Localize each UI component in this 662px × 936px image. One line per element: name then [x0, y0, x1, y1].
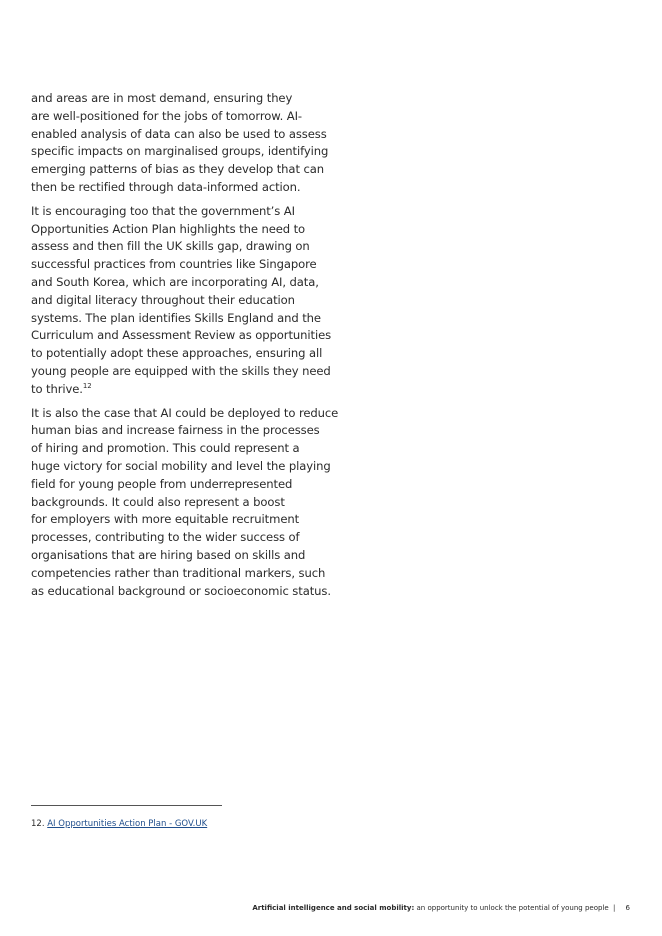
text-line: of hiring and promotion. This could represent a [31, 441, 300, 456]
page-footer [252, 904, 630, 912]
text-line: systems. The plan identifies Skills England and the [31, 310, 321, 325]
text-line: field for young people from underrepresented [31, 476, 293, 491]
footnote-number: 12. [31, 819, 45, 829]
text-line: for employers with more equitable recruitment [31, 512, 300, 527]
text-line: are well-positioned for the jobs of tomorrow. AI- [31, 108, 302, 123]
paragraph-2 [31, 203, 336, 399]
text-line: successful practices from countries like Singapore [31, 257, 317, 272]
text-line: It is also the case that AI could be deployed to reduce [31, 405, 339, 420]
text-line: processes, contributing to the wider success of [31, 530, 300, 545]
text-line: It is encouraging too that the government’s AI [31, 203, 295, 218]
text-line: backgrounds. It could also represent a boost [31, 494, 285, 509]
footer-subtitle: an opportunity to unlock the potential of young people [416, 904, 609, 912]
footnote-reference[interactable]: 12 [82, 381, 92, 390]
page-number: 6 [625, 904, 630, 912]
paragraph-1 [31, 90, 336, 197]
text-line: young people are equipped with the skills they need [31, 363, 331, 378]
text-line: and South Korea, which are incorporating AI, data, [31, 274, 319, 289]
body-column [31, 90, 339, 606]
footnote-link[interactable]: AI Opportunities Action Plan - GOV.UK [47, 819, 208, 829]
text-line: Curriculum and Assessment Review as opportunities [31, 328, 332, 343]
text-line: huge victory for social mobility and level the playing [31, 458, 331, 473]
text-line: enabled analysis of data can also be used to assess [31, 126, 327, 141]
text-line-content: to thrive. [31, 381, 83, 396]
text-line [31, 381, 336, 399]
text-line: human bias and increase fairness in the processes [31, 423, 320, 438]
text-line: emerging patterns of bias as they develop that can [31, 162, 324, 177]
text-line: as educational background or socioeconomic status. [31, 583, 331, 598]
paragraph-3 [31, 405, 339, 601]
footnote [31, 819, 207, 829]
text-line: organisations that are hiring based on skills and [31, 547, 306, 562]
text-line: and digital literacy throughout their education [31, 292, 295, 307]
text-line: specific impacts on marginalised groups, identifying [31, 144, 329, 159]
text-line: Opportunities Action Plan highlights the need to [31, 221, 306, 236]
text-line: to potentially adopt these approaches, ensuring all [31, 346, 323, 361]
text-line: assess and then fill the UK skills gap, drawing on [31, 239, 310, 254]
text-line: then be rectified through data-informed action. [31, 179, 301, 194]
footer-separator: | [612, 904, 616, 912]
footer-title: Artificial intelligence and social mobility: [252, 904, 415, 912]
text-line: and areas are in most demand, ensuring they [31, 91, 293, 105]
footnote-divider [31, 805, 222, 806]
text-line: competencies rather than traditional markers, such [31, 565, 326, 580]
